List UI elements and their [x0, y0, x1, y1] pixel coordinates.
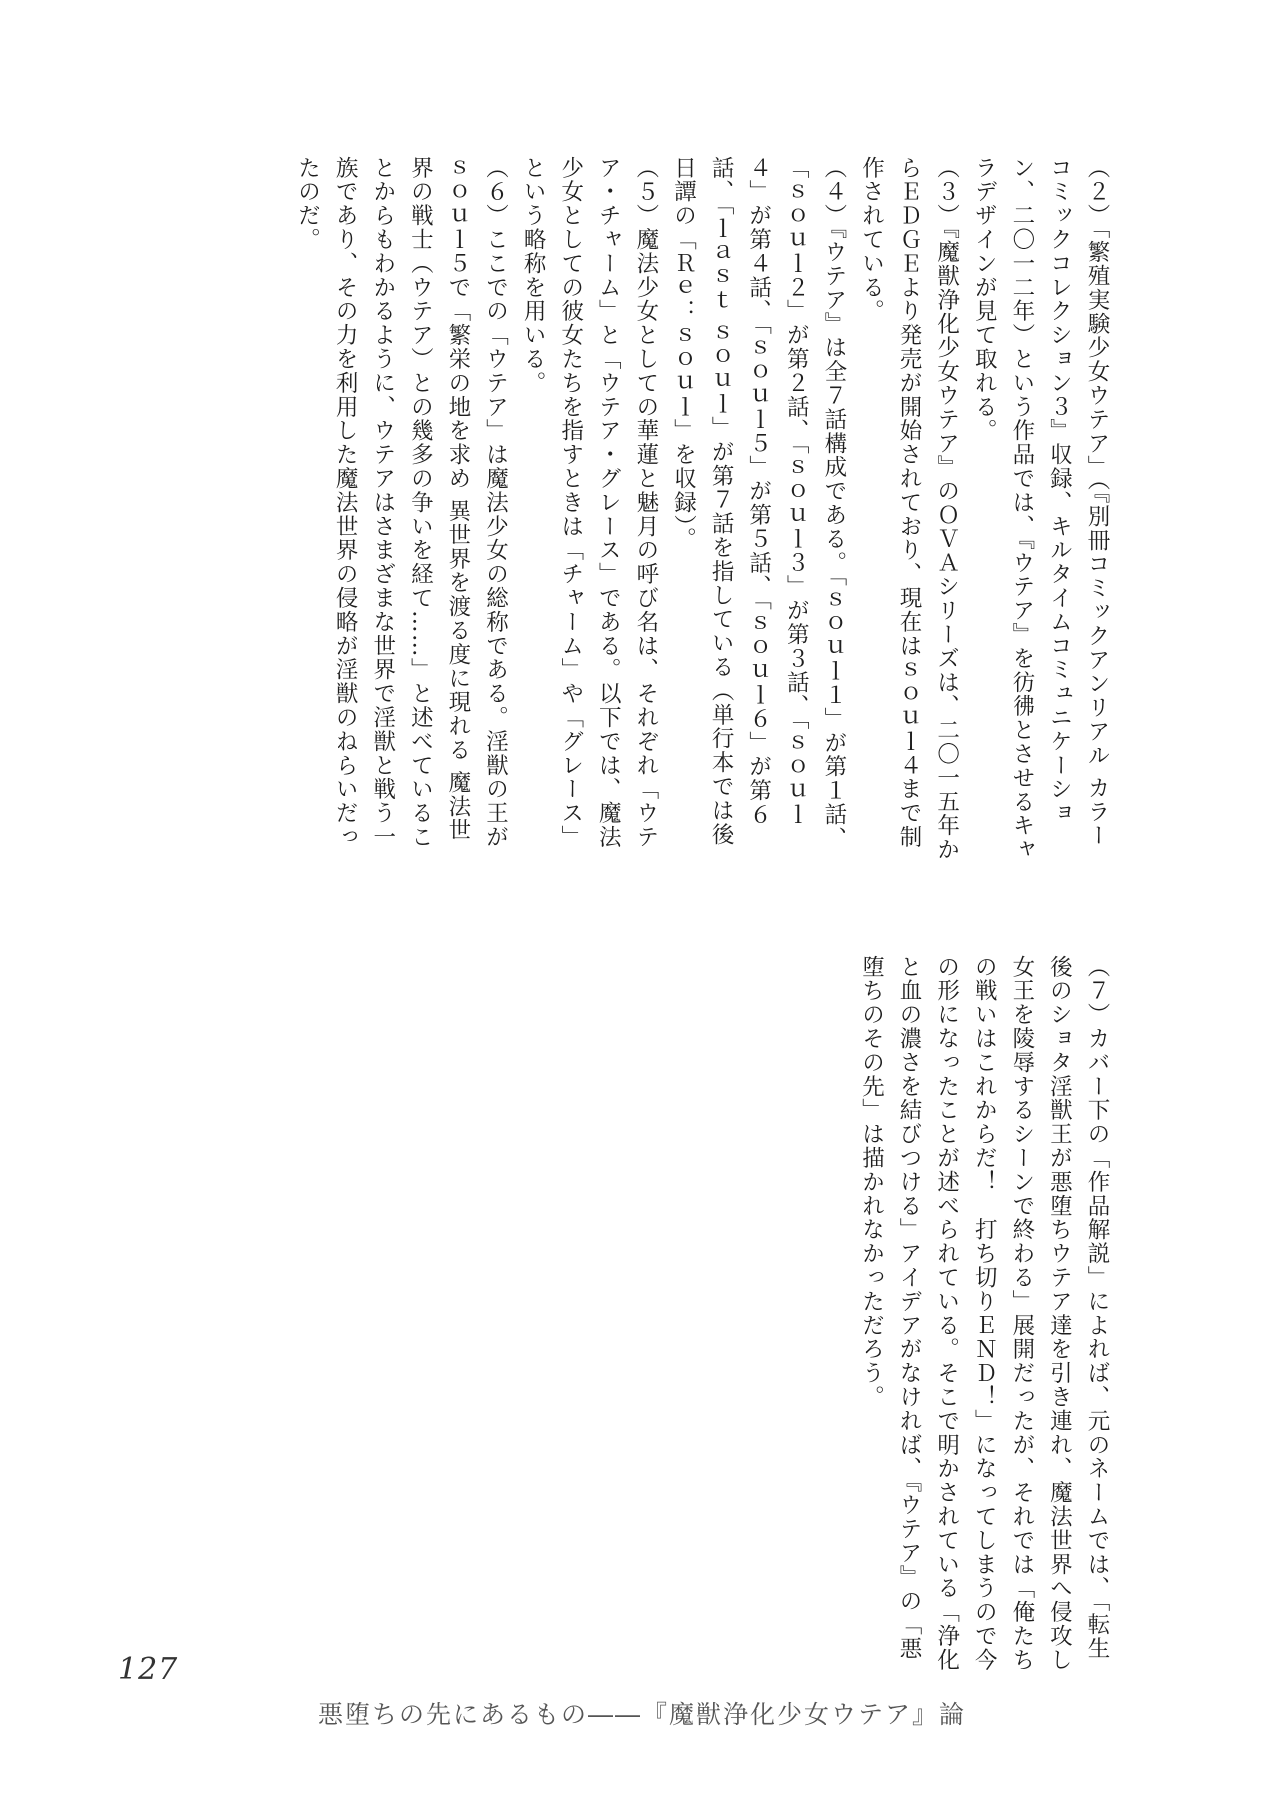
page-number: 127 — [118, 1652, 179, 1687]
endnote-6: （６）ここでの「ウテア」は魔法少女の総称である。淫獣の王がｓｏｕｌ５で「繁栄の地を求め 異世界を渡る度に現れる 魔法世界の戦士（ウテア）との幾多の争いを経て……」と述べていることからもわかるように、ウテアはさまざまな世界で淫獣と戦う一族であり、その力を利用した魔法世界の侵略が淫獣のねらいだったのだ。 — [294, 156, 509, 850]
endnote-2: （２）「繁殖実験少女ウテア」（『別冊コミックアンリアル カラーコミックコレクション３』収録、キルタイムコミュニケーション、二〇一二年）という作品では、『ウテア』を彷彿とさせるキャラデザインが見て取れる。 — [971, 156, 1110, 862]
endnotes-lower-block — [705, 955, 1115, 1675]
endnote-5: （５）魔法少女としての華蓮と魅月の呼び名は、それぞれ「ウテア・チャーム」と「ウテア・グレース」である。以下では、魔法少女としての彼女たちを指すときは「チャーム」や「グレース」という略称を用いる。 — [520, 156, 659, 850]
running-head: 悪堕ちの先にあるもの――『魔獣浄化少女ウテア』論 — [318, 1700, 967, 1729]
endnote-4: （４）『ウテア』は全７話構成である。「ｓｏｕｌ１」が第１話、「ｓｏｕｌ２」が第２話、「ｓｏｕｌ３」が第３話、「ｓｏｕｌ４」が第４話、「ｓｏｕｌ５」が第５話、「ｓｏｕｌ６」が第６話、「ｌａｓｔ ｓｏｕｌ」が第７話を指している（単行本では後日譚の「Ｒｅ：ｓｏｕｌ」を収録）。 — [670, 156, 847, 851]
endnotes-upper-block — [165, 156, 1115, 862]
endnote-3: （３）『魔獣浄化少女ウテア』のＯＶＡシリーズは、二〇一五年からＥＤＧＥより発売が開始されており、現在はｓｏｕｌ４まで制作されている。 — [858, 156, 960, 862]
endnote-7: （７）カバー下の「作品解説」によれば、元のネームでは、「転生後のショタ淫獣王が悪堕ちウテア達を引き連れ、魔法世界へ侵攻し女王を陵辱するシーンで終わる」展開だったが、それでは「俺たちの戦いはこれからだ！ 打ち切りＥＮＤ！」になってしまうので今の形になったことが述べられている。そこで明かされている「浄化と血の濃さを結びつける」アイデアがなければ、『ウテア』の「悪堕ちのその先」は描かれなかっただろう。 — [858, 955, 1110, 1672]
